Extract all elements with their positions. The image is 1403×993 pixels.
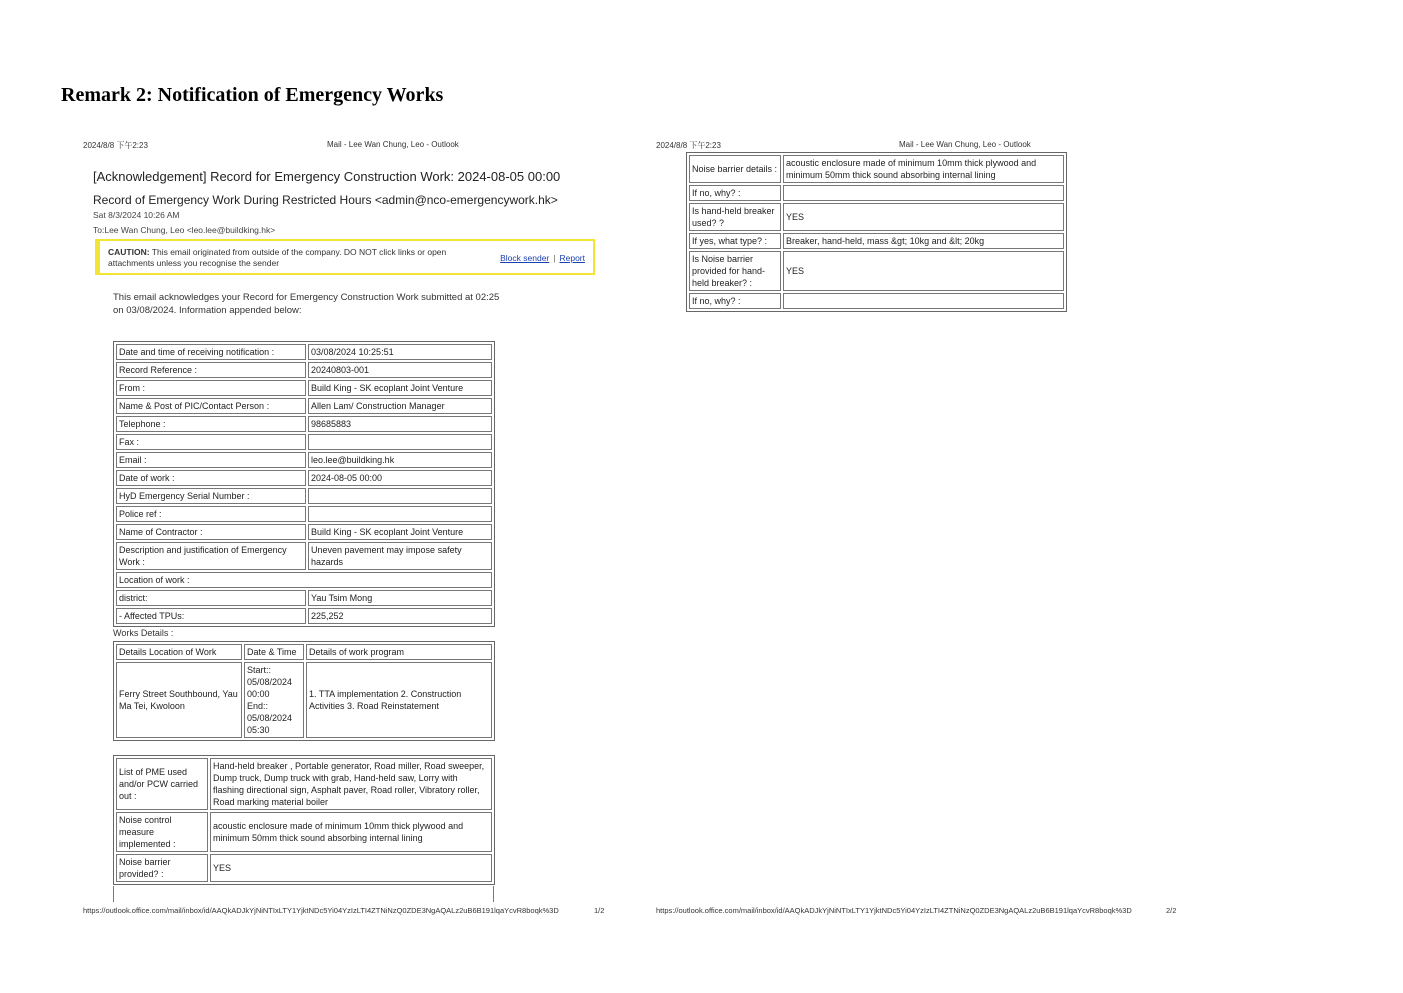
works-start-label: Start:: bbox=[247, 665, 272, 675]
field-value: 2024-08-05 00:00 bbox=[308, 470, 492, 486]
field-value bbox=[308, 434, 492, 450]
field-value: Yau Tsim Mong bbox=[308, 590, 492, 606]
field-label: Telephone : bbox=[116, 416, 306, 432]
field-label: If no, why? : bbox=[689, 293, 781, 309]
email-subject: [Acknowledgement] Record for Emergency Construction Work: 2024-08-05 00:00 bbox=[93, 169, 561, 184]
works-table bbox=[113, 641, 495, 741]
table-row bbox=[116, 854, 492, 882]
table-row bbox=[116, 380, 492, 396]
page-heading: Remark 2: Notification of Emergency Works bbox=[61, 84, 444, 106]
field-value: 20240803-001 bbox=[308, 362, 492, 378]
pme-table bbox=[113, 755, 495, 885]
link-separator: | bbox=[553, 253, 556, 263]
table-row bbox=[116, 452, 492, 468]
noise-barrier-table bbox=[686, 152, 1067, 312]
caution-actions bbox=[500, 253, 585, 263]
table-row bbox=[116, 398, 492, 414]
field-label: Name & Post of PIC/Contact Person : bbox=[116, 398, 306, 414]
table-row bbox=[116, 344, 492, 360]
table-row bbox=[689, 203, 1064, 231]
page-url: https://outlook.office.com/mail/inbox/id/AAQkADJkYjNiNTIxLTY1YjktNDc5Yi04YzIzLTI4ZTNiNzQ0ZDE3NgAQALz2uB6B191lqaYcvR8boqk%3D bbox=[656, 906, 1132, 915]
field-value bbox=[308, 488, 492, 504]
field-label: Email : bbox=[116, 452, 306, 468]
field-value: YES bbox=[783, 203, 1064, 231]
print-datetime: 2024/8/8 下午2:23 bbox=[83, 141, 148, 150]
page-number: 2/2 bbox=[1166, 906, 1177, 915]
table-row bbox=[116, 812, 492, 852]
field-label: Fax : bbox=[116, 434, 306, 450]
table-row bbox=[116, 416, 492, 432]
table-row bbox=[116, 434, 492, 450]
table-row bbox=[116, 362, 492, 378]
table-row bbox=[689, 251, 1064, 291]
works-header-program: Details of work program bbox=[306, 644, 492, 660]
field-value: 225,252 bbox=[308, 608, 492, 624]
field-label: Record Reference : bbox=[116, 362, 306, 378]
page-url: https://outlook.office.com/mail/inbox/id/AAQkADJkYjNiNTIxLTY1YjktNDc5Yi04YzIzLTI4ZTNiNzQ0ZDE3NgAQALz2uB6B191lqaYcvR8boqk%3D bbox=[83, 906, 559, 915]
table-continuation-edge bbox=[113, 886, 114, 902]
field-value bbox=[308, 506, 492, 522]
block-sender-link[interactable]: Block sender bbox=[500, 253, 550, 263]
field-label: district: bbox=[116, 590, 306, 606]
table-row bbox=[116, 470, 492, 486]
field-label: Date and time of receiving notification : bbox=[116, 344, 306, 360]
table-row bbox=[116, 506, 492, 522]
table-row bbox=[116, 524, 492, 540]
works-header-location: Details Location of Work bbox=[116, 644, 242, 660]
field-label: From : bbox=[116, 380, 306, 396]
table-row bbox=[689, 293, 1064, 309]
works-end-time: 05:30 bbox=[247, 725, 270, 735]
table-row bbox=[116, 758, 492, 810]
table-row bbox=[116, 572, 492, 588]
works-datetime bbox=[244, 662, 304, 738]
field-label: If no, why? : bbox=[689, 185, 781, 201]
field-label: Description and justification of Emergency Work : bbox=[116, 542, 306, 570]
email-recipient[interactable]: To:Lee Wan Chung, Leo <leo.lee@buildking.hk> bbox=[93, 225, 276, 235]
table-continuation-edge bbox=[493, 886, 494, 902]
caution-body: This email originated from outside of the company. DO NOT click links or open attachments unless you recognise the sender bbox=[108, 247, 447, 268]
works-start-time: 00:00 bbox=[247, 689, 270, 699]
field-value: 03/08/2024 10:25:51 bbox=[308, 344, 492, 360]
page-number: 1/2 bbox=[594, 906, 605, 915]
field-label: Name of Contractor : bbox=[116, 524, 306, 540]
field-value: Build King - SK ecoplant Joint Venture bbox=[308, 380, 492, 396]
works-details-label: Works Details : bbox=[113, 628, 174, 638]
field-value bbox=[783, 185, 1064, 201]
table-row bbox=[116, 488, 492, 504]
caution-message bbox=[108, 247, 453, 269]
field-value: acoustic enclosure made of minimum 10mm thick plywood and minimum 50mm thick sound absorbing internal lining bbox=[210, 812, 492, 852]
table-row bbox=[116, 590, 492, 606]
works-location: Ferry Street Southbound, Yau Ma Tei, Kwoloon bbox=[116, 662, 242, 738]
field-value bbox=[783, 293, 1064, 309]
field-value: Allen Lam/ Construction Manager bbox=[308, 398, 492, 414]
table-row bbox=[116, 542, 492, 570]
works-end-date: 05/08/2024 bbox=[247, 713, 293, 723]
field-value: Breaker, hand-held, mass &gt; 10kg and &lt; 20kg bbox=[783, 233, 1064, 249]
field-label: If yes, what type? : bbox=[689, 233, 781, 249]
table-row bbox=[116, 608, 492, 624]
print-window-title: Mail - Lee Wan Chung, Leo - Outlook bbox=[899, 140, 1031, 149]
location-label: Location of work : bbox=[116, 572, 492, 588]
field-value: YES bbox=[783, 251, 1064, 291]
caution-banner bbox=[95, 239, 595, 275]
field-value: 98685883 bbox=[308, 416, 492, 432]
field-value: Uneven pavement may impose safety hazards bbox=[308, 542, 492, 570]
field-label: Noise barrier details : bbox=[689, 155, 781, 183]
field-label: HyD Emergency Serial Number : bbox=[116, 488, 306, 504]
field-value: Build King - SK ecoplant Joint Venture bbox=[308, 524, 492, 540]
report-link[interactable]: Report bbox=[559, 253, 585, 263]
field-value: Hand-held breaker , Portable generator, Road miller, Road sweeper, Dump truck, Dump truck with grab, Hand-held saw, Lorry with flashing directional sign, Asphalt paver, Road roller, Vibratory roller, Road marking material boiler bbox=[210, 758, 492, 810]
field-value: leo.lee@buildking.hk bbox=[308, 452, 492, 468]
table-row bbox=[689, 233, 1064, 249]
caution-label: CAUTION: bbox=[108, 247, 150, 257]
works-program: 1. TTA implementation 2. Construction Activities 3. Road Reinstatement bbox=[306, 662, 492, 738]
field-label: Noise control measure implemented : bbox=[116, 812, 208, 852]
field-label: Police ref : bbox=[116, 506, 306, 522]
email-sender[interactable]: Record of Emergency Work During Restricted Hours <admin@nco-emergencywork.hk> bbox=[93, 193, 558, 207]
print-datetime: 2024/8/8 下午2:23 bbox=[656, 141, 721, 150]
email-intro: This email acknowledges your Record for Emergency Construction Work submitted at 02:25 on 03/08/2024. Information appended below: bbox=[113, 292, 500, 316]
print-window-title: Mail - Lee Wan Chung, Leo - Outlook bbox=[327, 140, 459, 149]
field-label: List of PME used and/or PCW carried out : bbox=[116, 758, 208, 810]
table-row bbox=[689, 155, 1064, 183]
field-label: Is Noise barrier provided for hand-held breaker? : bbox=[689, 251, 781, 291]
works-start-date: 05/08/2024 bbox=[247, 677, 293, 687]
field-label: Is hand-held breaker used? ? bbox=[689, 203, 781, 231]
record-table bbox=[113, 341, 495, 627]
field-label: - Affected TPUs: bbox=[116, 608, 306, 624]
email-sent-time: Sat 8/3/2024 10:26 AM bbox=[93, 210, 180, 220]
table-row bbox=[689, 185, 1064, 201]
works-end-label: End:: bbox=[247, 701, 269, 711]
field-label: Date of work : bbox=[116, 470, 306, 486]
field-value: acoustic enclosure made of minimum 10mm thick plywood and minimum 50mm thick sound absorbing internal lining bbox=[783, 155, 1064, 183]
field-label: Noise barrier provided? : bbox=[116, 854, 208, 882]
works-header-datetime: Date & Time bbox=[244, 644, 304, 660]
field-value: YES bbox=[210, 854, 492, 882]
